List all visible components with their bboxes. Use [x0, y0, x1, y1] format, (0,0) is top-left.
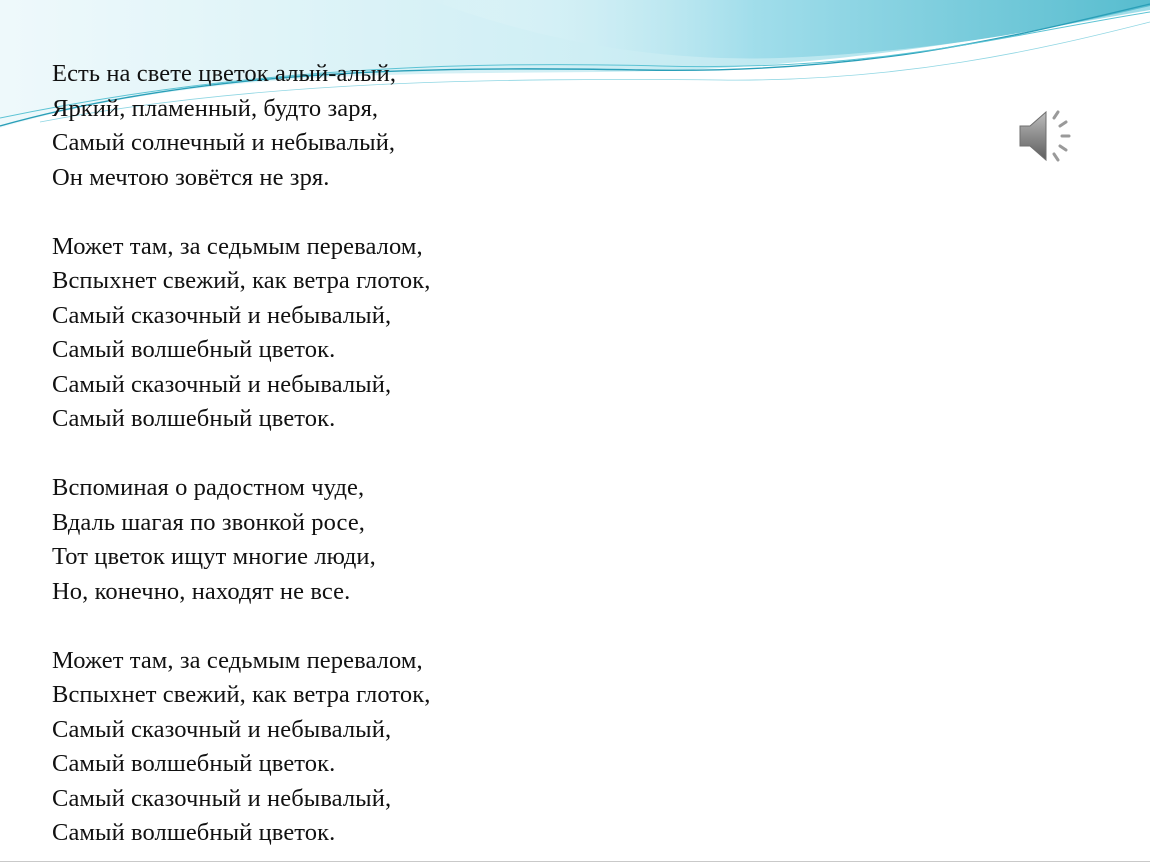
- poem-line: Может там, за седьмым перевалом,: [52, 646, 423, 674]
- poem-line: Яркий, пламенный, будто заря,: [52, 94, 379, 122]
- poem-line: Он мечтою зовётся не зря.: [52, 163, 330, 191]
- stanza-1: [52, 57, 430, 195]
- poem-text: [52, 57, 430, 851]
- poem-line: Самый сказочный и небывалый,: [52, 784, 392, 812]
- speaker-icon[interactable]: [1016, 106, 1080, 166]
- poem-line: Самый сказочный и небывалый,: [52, 370, 392, 398]
- poem-line: Вспыхнет свежий, как ветра глоток,: [52, 681, 431, 708]
- poem-line: Самый волшебный цветок.: [52, 336, 336, 363]
- poem-line: Самый волшебный цветок.: [52, 750, 336, 777]
- poem-line: Но, конечно, находят не все.: [52, 577, 351, 605]
- poem-line: Тот цветок ищут многие люди,: [52, 543, 376, 570]
- poem-line: Самый сказочный и небывалый,: [52, 715, 392, 743]
- stanza-4: [52, 644, 430, 851]
- poem-line: Вдаль шагая по звонкой росе,: [52, 508, 366, 536]
- poem-line: Вспоминая о радостном чуде,: [52, 474, 365, 501]
- slide-bottom-border: [0, 861, 1150, 862]
- poem-line: Вспыхнет свежий, как ветра глоток,: [52, 267, 431, 294]
- poem-line: Самый волшебный цветок.: [52, 819, 336, 846]
- poem-line: Есть на свете цветок алый-алый,: [52, 60, 397, 87]
- poem-line: Самый солнечный и небывалый,: [52, 129, 396, 156]
- poem-line: Самый сказочный и небывалый,: [52, 301, 392, 329]
- stanza-3: [52, 471, 430, 609]
- poem-line: Может там, за седьмым перевалом,: [52, 232, 423, 260]
- stanza-2: [52, 230, 430, 437]
- poem-line: Самый волшебный цветок.: [52, 405, 336, 432]
